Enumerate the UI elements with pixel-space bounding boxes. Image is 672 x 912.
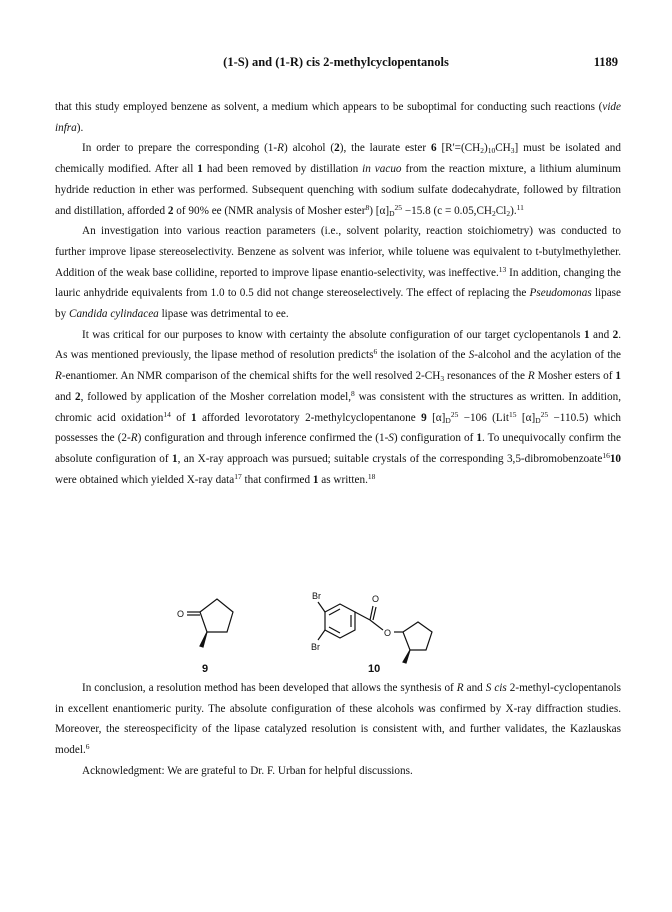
body-text xyxy=(55,97,621,490)
compound-label-10: 10 xyxy=(368,663,381,675)
carbonyl-oxygen-10: O xyxy=(372,594,380,604)
bromine-atom-bottom: Br xyxy=(311,642,320,652)
acknowledgment: Acknowledgment: We are grateful to Dr. F. Urban for helpful discussions. xyxy=(82,764,413,777)
conclusion-paragraph: In conclusion, a resolution method has been developed that allows the synthesis of R and S cis 2-methyl-cyclopentanols in excellent enantiomeric purity. The absolute configuration of these alcohols was confirmed by X-ray diffraction studies. Moreover, the stereospecificity of the lipase catalyzed resolution is consistent with, and further validates, the Kazlauskas model.$^6$ xyxy=(55,682,621,757)
bromine-atom-top: Br xyxy=(312,591,321,601)
conclusion-section xyxy=(55,678,621,782)
page-number: 1189 xyxy=(593,55,618,69)
paragraph-4: It was critical for our purposes to know with certainty the absolute configuration of our target cyclopentanols 1 and 2. As was mentioned previously, the lipase method of resolution predicts$^6$ the isolation of the S-alcohol and the acylation of the R-enantiomer. An NMR comparison of the chemical shifts for the well resolved $2-CH_3$ resonances of the R Mosher esters of 1 and 2, followed by application of the Mosher correlation model,$^8$ was consistent with the structures as written. In addition, chromic acid oxidation$^{14}$ of 1 afforded levorotatory 2-methylcyclopentanone 9 $[\alpha]_D^{25} -106$ (Lit$^{15}$ $[\alpha]_D^{25} -110.5$) which possesses the (2-R) configuration and through inference confirmed the (1-S) configuration of 1. To unequivocally confirm the absolute configuration of 1, an X-ray approach was pursued; suitable crystals of the corresponding 3,5-dibromobenzoate$^{16}$10 were obtained which yielded X-ray data$^{17}$ that confirmed 1 as written.$^{18}$ xyxy=(55,328,622,486)
chemical-structures-figure xyxy=(170,582,440,675)
structures-drawing xyxy=(170,582,440,672)
running-head: (1-S) and (1-R) cis 2-methylcyclopentanols xyxy=(223,55,449,69)
compound-10-structure xyxy=(318,602,432,663)
compound-label-9: 9 xyxy=(202,663,209,675)
paragraph-3: An investigation into various reaction parameters (i.e., solvent polarity, reaction stoichiometry) was conducted to further improve lipase stereoselectivity. Benzene as solvent was inferior, while toluene was equivalent to t-butylmethylether. Addition of the weak base collidine, reported to improve lipase enantio-selectivity, was ineffective.$^{13}$ In addition, changing the lauric anhydride equivalents from 1.0 to 0.5 did not change stereoselectively. The effect of replacing the Pseudomonas lipase by Candida cylindacea lipase was detrimental to ee. xyxy=(55,225,621,321)
paragraph-2: In order to prepare the corresponding (1-R) alcohol (2), the laurate ester 6 $[R'=(CH_2)_{10}CH_3]$ must be isolated and chemically modified. After all 1 had been removed by distillation in vacuo from the reaction mixture, a lithium aluminum hydride reduction in ether was performed. Subsequent quenching with sodium sulfate dodecahydrate, followed by filtration and distillation, afforded 2 of 90% ee (NMR analysis of Mosher ester$^8$) $[\alpha]_D^{25} -15.8$ $(c = 0.05,CH_2Cl_2).^{11}$ xyxy=(55,142,621,218)
compound-9-structure xyxy=(187,599,233,647)
ester-oxygen-10: O xyxy=(384,628,392,638)
paragraph-1: that this study employed benzene as solvent, a medium which appears to be suboptimal for conducting such reactions (vide infra). xyxy=(55,101,621,134)
oxygen-atom-9: O xyxy=(177,609,185,619)
page-header xyxy=(0,55,672,75)
